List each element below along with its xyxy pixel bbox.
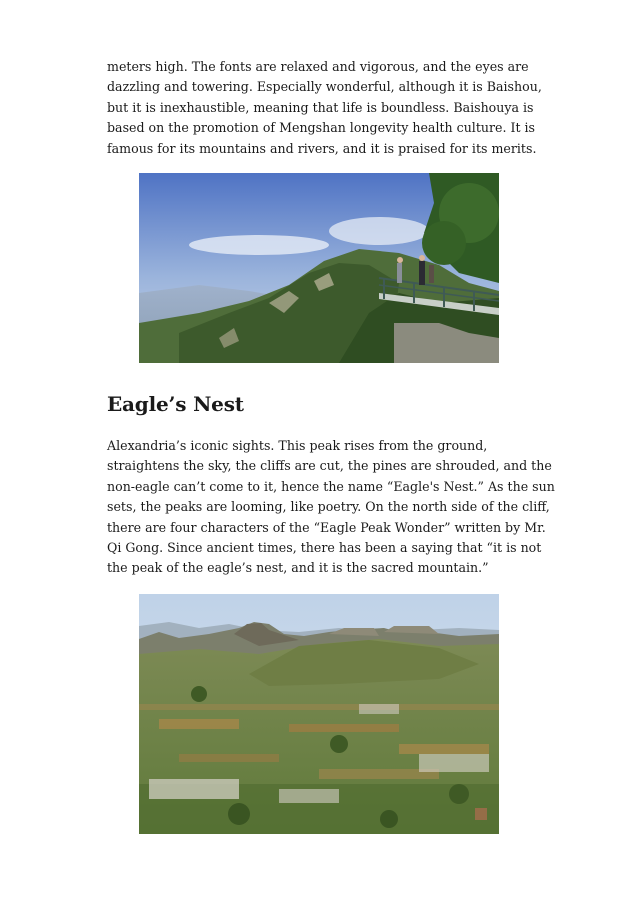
section-line: the peak of the eagle’s nest, and it is the sacred mountain.” xyxy=(107,560,489,576)
cliff-walkway-photo xyxy=(139,173,499,363)
section-line: straightens the sky, the cliffs are cut, the pines are shrouded, and the xyxy=(107,458,552,474)
section-line: there are four characters of the “Eagle Peak Wonder” written by Mr. xyxy=(107,519,546,535)
intro-paragraph xyxy=(107,57,542,159)
section-line: non-eagle can’t come to it, hence the name “Eagle's Nest.” As the sun xyxy=(107,478,555,494)
intro-line: meters high. The fonts are relaxed and vigorous, and the eyes are xyxy=(107,59,529,74)
section-heading: Eagle’s Nest xyxy=(107,392,244,416)
intro-line: based on the promotion of Mengshan longevity health culture. It is xyxy=(107,120,536,136)
intro-line: famous for its mountains and rivers, and it is praised for its merits. xyxy=(107,140,537,156)
section-line: sets, the peaks are looming, like poetry. On the north side of the cliff, xyxy=(107,499,550,515)
section-line: Qi Gong. Since ancient times, there has been a saying that “it is not xyxy=(107,540,542,556)
intro-line: but it is inexhaustible, meaning that life is boundless. Baishouya is xyxy=(107,99,534,115)
valley-landscape-photo xyxy=(139,594,499,834)
intro-line: dazzling and towering. Especially wonderful, although it is Baishou, xyxy=(107,79,542,95)
section-paragraph xyxy=(107,436,555,579)
section-line: Alexandria’s iconic sights. This peak rises from the ground, xyxy=(107,438,488,453)
